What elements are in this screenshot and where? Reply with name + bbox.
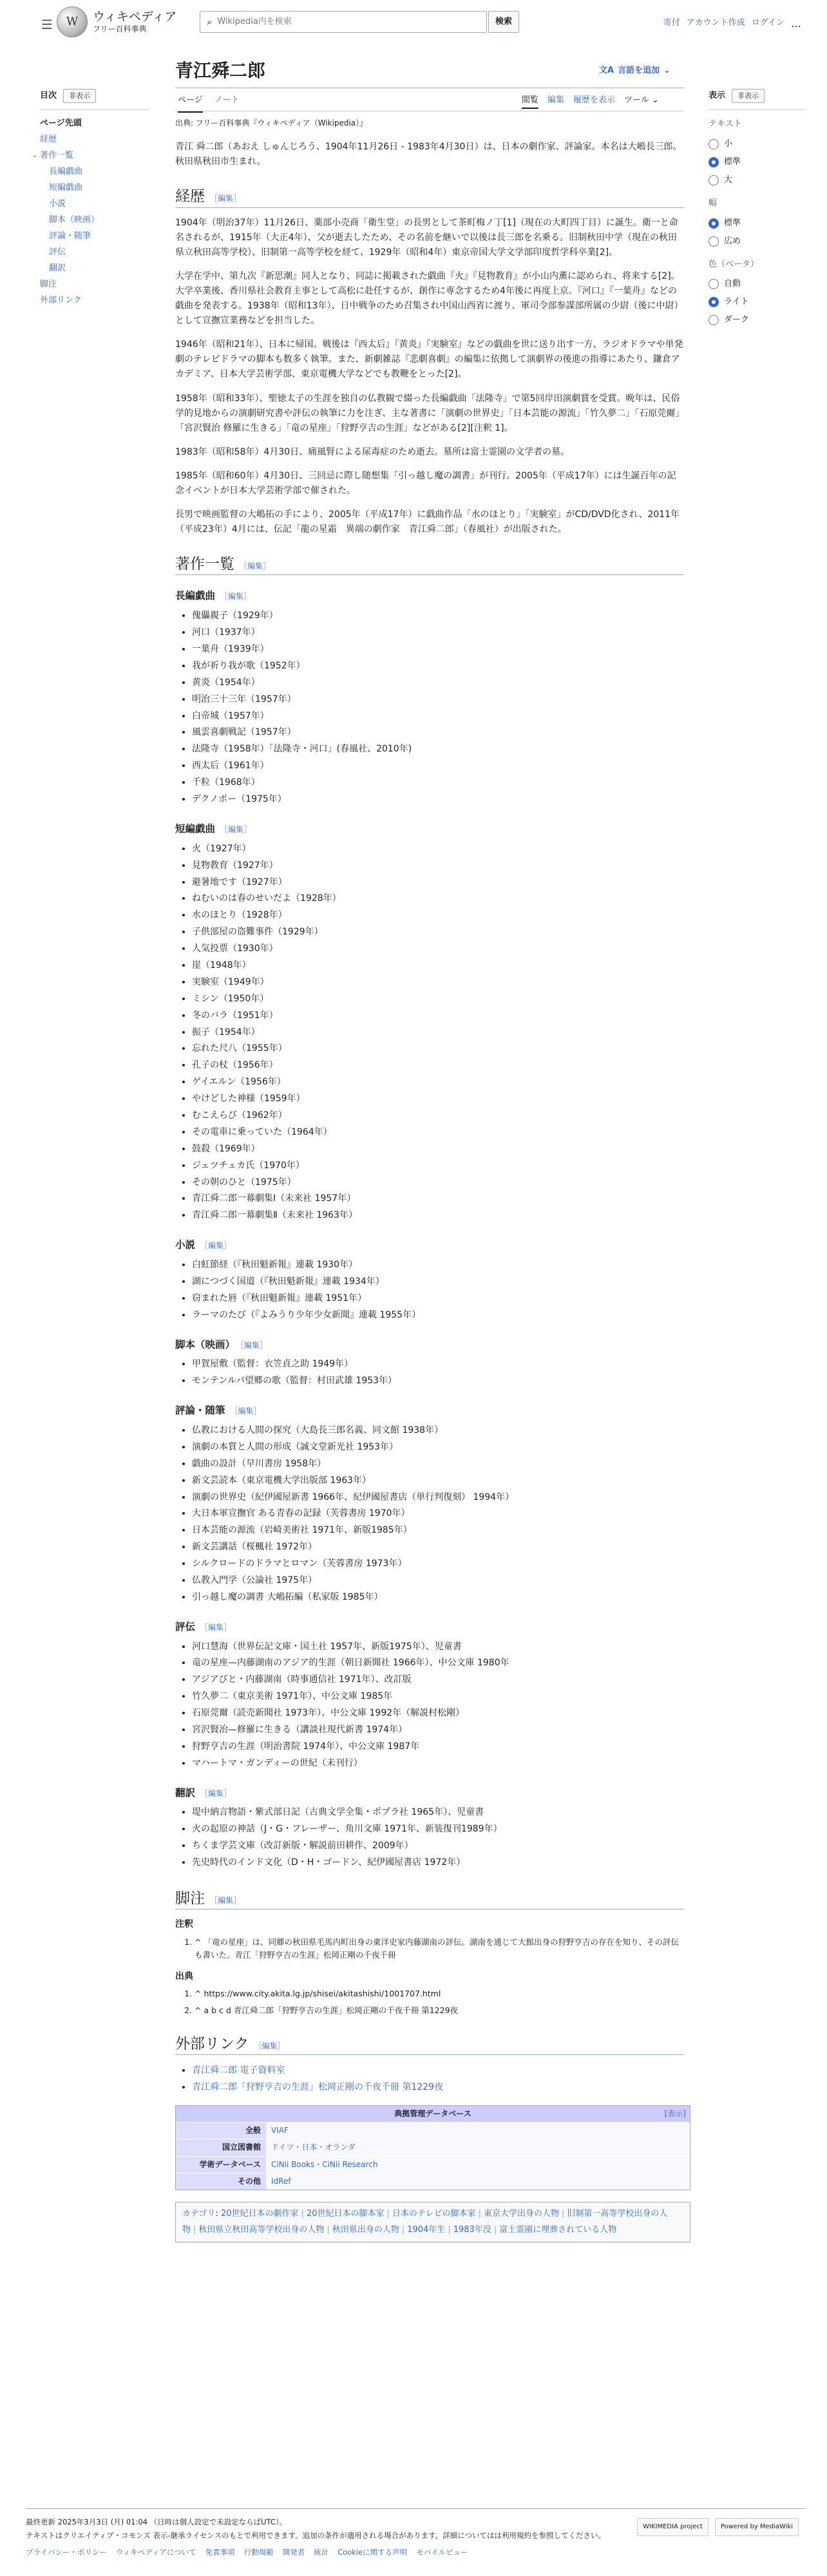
namespace-tabs — [178, 94, 239, 113]
authority-value — [266, 2174, 690, 2190]
logo-title: ウィキペディア — [93, 9, 177, 24]
list-item: • 振子（1954年） — [192, 1025, 684, 1041]
radio-option[interactable] — [708, 214, 805, 232]
category-link[interactable]: 秋田県立秋田高等学校出身の人物 — [198, 2224, 325, 2235]
edit-section-link[interactable]: 編集 — [261, 2041, 278, 2050]
external-link[interactable]: 青江舜二郎「狩野亨吉の生涯」松岡正剛の千夜千冊 第1229夜 — [192, 2082, 444, 2093]
toc-item-label[interactable]: 外部リンク — [40, 296, 82, 305]
citation-item: 1. ^ https://www.city.akita.lg.jp/shisei/akitashishi/1001707.html — [195, 1987, 684, 2000]
list-item: • マハートマ・ガンディーの世紀（未刊行） — [192, 1756, 684, 1772]
list-item: • 水のほとり（1928年） — [192, 907, 684, 924]
toc-item[interactable] — [40, 164, 149, 180]
toc-item[interactable] — [40, 244, 149, 260]
toc-item-label[interactable]: 翻訳 — [49, 263, 66, 273]
list-item: • 大日本軍宣撫官 ある青春の記録（芙蓉書房 1970年） — [192, 1506, 684, 1522]
authority-control-box: 典拠管理データベース [表示] 全般 VIAF 国立図書館 ドイツ・日本・オランダ 学術データベース CiNii Books・CiNii Research その他 IdRef — [175, 2105, 690, 2190]
authority-row — [176, 2173, 690, 2190]
authority-key: 学術データベース — [176, 2157, 266, 2173]
authority-link[interactable]: IdRef — [271, 2176, 291, 2186]
radio-button[interactable] — [708, 315, 719, 325]
list-item: • デクノボー（1975年） — [192, 791, 684, 808]
list-item: • 石原莞爾（読売新聞社 1973年）、中公文庫 1992年（解説村松剛） — [192, 1705, 684, 1722]
user-links — [663, 15, 801, 32]
list-item: • モンテンルパ望郷の歌（監督：村田武雄 1953年） — [192, 1373, 684, 1390]
list-item: • 竹久夢二（東京美術 1971年）、中公文庫 1985年 — [192, 1689, 684, 1705]
category-link[interactable]: 20世紀日本の劇作家 — [221, 2208, 299, 2219]
list-item: • 避暑地です（1927年） — [192, 875, 684, 891]
section-heading-career: 経歴 ［編集］ — [175, 186, 684, 207]
subsection-heading: 脚本（映画） ［編集］ — [175, 1338, 268, 1350]
footer-link[interactable]: ウィキペディアについて — [115, 2548, 196, 2557]
radio-option[interactable] — [708, 153, 805, 171]
list-item: • 黄炎（1954年） — [192, 675, 684, 692]
category-link[interactable]: 1904年生 — [407, 2224, 446, 2235]
appearance-hide-button[interactable]: 非表示 — [732, 89, 765, 103]
logo-subtitle: フリー百科事典 — [93, 24, 147, 34]
radio-button[interactable] — [708, 175, 719, 185]
edit-section-link[interactable]: 編集 — [208, 1788, 224, 1798]
authority-row — [176, 2139, 690, 2155]
footer-link[interactable]: Cookieに関する声明 — [337, 2548, 408, 2557]
lead-paragraph: 青江 舜二郎（あおえ しゅんじろう、1904年11月26日 - 1983年4月30日）は、日本の劇作家、評論家。本名は大嶋長三郎。秋田県秋田市生まれ。 — [175, 142, 682, 167]
citation-item: 2. ^ a b c d 青江舜二郎「狩野亨吉の生涯」松岡正剛の千夜千冊 第1229夜 — [195, 2004, 684, 2017]
tab-page[interactable]: ページ — [178, 94, 203, 113]
list-item: • ちくま学芸文庫（改訂新版・解説前田耕作、2009年） — [192, 1838, 684, 1855]
tab-talk[interactable]: ノート — [214, 95, 240, 105]
list-item: • ねむいのは春のせいだよ（1928年） — [192, 891, 684, 907]
category-box: カテゴリ: 20世紀日本の劇作家 | 20世紀日本の脚本家 | 日本のテレビの脚本家 | 東京大学出身の人物 | 旧制第一高等学校出身の人物 | 秋田県立秋田高等学校出身の人物 | 秋田県出身の人物 | 1904年生 | 1983年没 | 富士霊園に埋葬されている人物 — [175, 2202, 690, 2242]
list-item: • 河口慧海（世界伝記文庫・国土社 1957年、新版1975年）、児童書 — [192, 1639, 684, 1656]
authority-key: 国立図書館 — [176, 2139, 266, 2155]
category-link[interactable]: 秋田県出身の人物 — [332, 2224, 399, 2235]
appearance-title: 表示 — [708, 90, 726, 100]
category-link[interactable]: 1983年没 — [453, 2224, 491, 2235]
footer-link[interactable]: 開発者 — [282, 2548, 305, 2557]
mediawiki-badge[interactable]: Powered by MediaWiki — [715, 2518, 799, 2536]
table-of-contents — [32, 89, 149, 308]
subsection-heading: 長編戯曲 ［編集］ — [175, 590, 252, 602]
list-item: • 仏教における人間の探究（大島長三郎名義、同文館 1938年） — [192, 1423, 684, 1439]
site-logo[interactable] — [57, 6, 176, 37]
list-item: • 千粒（1968年） — [192, 775, 684, 791]
radio-label: 広め — [724, 236, 741, 246]
list-item: • 風雲喜劇戦記（1957年） — [192, 724, 684, 741]
notes-subheading: 注釈 — [175, 1919, 193, 1930]
list-item: • 演劇の本質と人間の形成（誠文堂新光社 1953年） — [192, 1439, 684, 1456]
radio-option[interactable] — [708, 275, 805, 293]
list-item: • 崖（1948年） — [192, 958, 684, 974]
from-line: 出典: フリー百科事典『ウィキペディア（Wikipedia）』 — [175, 118, 368, 128]
subsection-heading: 短編戯曲 ［編集］ — [175, 822, 252, 835]
list-item: • 西太后（1961年） — [192, 758, 684, 775]
authority-key: その他 — [176, 2174, 266, 2190]
user-menu-icon[interactable]: … — [791, 17, 801, 30]
page-title: 青江舜二郎 — [175, 60, 266, 81]
chevron-down-icon: ⌄ — [663, 66, 670, 75]
edit-section-link[interactable]: 編集 — [247, 562, 263, 571]
footer-link[interactable]: 行動規範 — [243, 2548, 274, 2557]
career-paragraph: 1958年（昭和33年）、聖徳太子の生涯を独自の仏教観で綴った長編戯曲「法隆寺」で第5回岸田演劇賞を受賞。晩年は、民俗学的見地からの演劇研究書や評伝の執筆に力を注ぎ、主な著書に「演劇の世界史」「日本芸能の源流」「竹久夢二」「石原莞爾」「宮沢賢治 修羅に生きる」「竜の星座」「狩野亨吉の生涯」などがある[2][注釈 1]。 — [175, 393, 680, 433]
tab-edit[interactable]: 編集 — [547, 95, 565, 105]
subsection-heading: 評伝 ［編集］ — [175, 1620, 232, 1633]
toc-item[interactable] — [40, 228, 149, 244]
category-link[interactable]: 旧制第一高等学校出身の人物 — [182, 2208, 668, 2235]
radio-label: 小 — [724, 138, 733, 149]
footer-link[interactable]: モバイルビュー — [416, 2548, 468, 2557]
toc-item-label[interactable]: ページ先頭 — [40, 118, 82, 128]
toc-item-label[interactable]: 脚注 — [40, 279, 57, 289]
list-item: • 孔子の杖（1956年） — [192, 1057, 684, 1074]
authority-row — [176, 2122, 690, 2139]
radio-option[interactable] — [708, 135, 805, 153]
radio-option[interactable] — [708, 293, 805, 311]
category-link[interactable]: 20世紀日本の脚本家 — [306, 2208, 385, 2219]
toc-item[interactable] — [40, 260, 149, 276]
authority-key: 全般 — [176, 2123, 266, 2139]
list-item: • ラーマのたび（『よみうり少年少女新聞』連載 1955年） — [192, 1307, 684, 1324]
list-item: • 新文芸講話（桜楓社 1972年） — [192, 1539, 684, 1556]
authority-link[interactable]: ドイツ・日本・オランダ — [271, 2143, 356, 2152]
login-link[interactable]: ログイン — [751, 18, 784, 28]
toc-item[interactable] — [40, 131, 149, 147]
wikimedia-badge[interactable]: WIKIMEDIA project — [637, 2518, 708, 2536]
works-list — [192, 1423, 684, 1606]
radio-label: 標準 — [724, 218, 741, 228]
list-item: • 火の起原の神話（J・G・フレーザー、角川文庫 1971年、新装復刊1989年） — [192, 1821, 684, 1838]
list-item: • 新文芸読本（東京電機大学出版部 1963年） — [192, 1473, 684, 1490]
category-link[interactable]: 日本のテレビの脚本家 — [392, 2208, 476, 2219]
list-item — [192, 2063, 684, 2079]
radio-option[interactable] — [708, 311, 805, 329]
list-item: • アジアびと・内藤湖南（時事通信社 1971年）、改訂版 — [192, 1672, 684, 1689]
list-item: • 河口（1937年） — [192, 625, 684, 641]
radio-option[interactable] — [708, 171, 805, 189]
list-item: • 傀儡親子（1929年） — [192, 608, 684, 625]
list-item: • むこえらび（1962年） — [192, 1108, 684, 1124]
toc-item-label[interactable]: 経歴 — [40, 135, 57, 144]
toc-item-label[interactable]: 短編戯曲 — [49, 183, 83, 193]
list-item: • その電車に乗っていた（1964年） — [192, 1124, 684, 1141]
toc-item[interactable] — [40, 180, 149, 196]
radio-option[interactable] — [708, 232, 805, 251]
footer-link[interactable]: 免責事項 — [205, 2548, 235, 2557]
radio-button[interactable] — [708, 139, 719, 149]
toc-item[interactable] — [40, 115, 149, 131]
radio-label: 自動 — [724, 279, 741, 289]
external-link[interactable]: 青江舜二郎 電子資料室 — [192, 2065, 285, 2076]
works-list — [192, 1639, 684, 1772]
authority-toggle[interactable]: [表示] — [664, 2108, 686, 2118]
toc-item[interactable] — [32, 147, 149, 164]
works-list — [192, 1804, 684, 1871]
toc-title: 目次 — [40, 90, 57, 100]
toc-item-label[interactable]: 脚本（映画） — [49, 215, 100, 225]
list-item: • 日本芸能の源流（岩崎美術社 1971年、新版1985年） — [192, 1522, 684, 1539]
footer-link[interactable]: プライバシー・ポリシー — [26, 2548, 107, 2557]
authority-row — [176, 2156, 690, 2173]
radio-button[interactable] — [708, 236, 719, 247]
footer-link[interactable]: 統計 — [314, 2548, 329, 2557]
radio-button[interactable] — [708, 157, 719, 167]
list-item: • 火（1927年） — [192, 841, 684, 858]
radio-button[interactable] — [708, 218, 719, 229]
list-item: • 先史時代のインド文化（D・H・ゴードン、紀伊國屋書店 1972年） — [192, 1855, 684, 1871]
site-header — [0, 0, 827, 45]
license-text: テキストはクリエイティブ・コモンズ 表示-継承ライセンスのもとで利用できます。追加の条件が適用される場合があります。詳細についてはは利用規約を参照してください。 — [26, 2530, 605, 2540]
edit-section-link[interactable]: 編集 — [228, 592, 244, 601]
subsection-heading: 翻訳 ［編集］ — [175, 1786, 232, 1799]
category-link[interactable]: 富士霊園に埋葬されている人物 — [499, 2224, 617, 2235]
color-label: 色（ベータ） — [708, 259, 759, 269]
list-item: • 鼓殺（1969年） — [192, 1141, 684, 1158]
list-item: • その朝のひと（1975年） — [192, 1175, 684, 1191]
list-item: • 湖につづく国道（『秋田魁新報』連載 1934年） — [192, 1274, 684, 1291]
list-item: • 甲賀屋敷（監督：衣笠貞之助 1949年） — [192, 1356, 684, 1373]
list-item: • 人気投票（1930年） — [192, 941, 684, 958]
list-item: • 我が祈り我が歌（1952年） — [192, 658, 684, 675]
toc-item[interactable] — [40, 212, 149, 228]
add-language-button[interactable]: 文A 言語を追加 ⌄ — [599, 64, 670, 78]
authority-value — [266, 2139, 690, 2155]
wikipedia-globe-icon: W — [57, 6, 88, 37]
list-item: • 戯曲の設計（早川書房 1958年） — [192, 1456, 684, 1473]
authority-link[interactable]: VIAF — [271, 2126, 289, 2136]
notes-list — [195, 1936, 684, 1962]
radio-label: ダーク — [724, 315, 750, 325]
main-menu-icon[interactable]: ☰ — [41, 17, 53, 32]
edit-section-link[interactable]: 編集 — [218, 1896, 234, 1906]
view-tabs — [522, 94, 659, 109]
donate-link[interactable]: 寄付 — [663, 18, 680, 28]
career-paragraph: 1904年（明治37年）11月26日、薬部小売商「衛生堂」の長男として茶町梅ノ丁[1]（現在の大町四丁目）に誕生。衛一と命名されるが、1915年（大正4年）、父が逝去したため、その名前を継いで以後は長三郎を名乗る。旧制秋田中学（現在の秋田県立秋田高等学校）、旧制第一高等学校を経て、1929年（昭和4年）東京帝国大学文学部印度哲学科卒業[2]。 — [175, 217, 678, 258]
translate-icon: 文A — [599, 66, 614, 75]
works-list — [192, 841, 684, 1224]
section-heading-works: 著作一覧 ［編集］ — [175, 554, 684, 575]
list-item: • 引っ越し魔の調書 大嶋拓編（私家版 1985年） — [192, 1589, 684, 1606]
list-item: • ミシン（1950年） — [192, 991, 684, 1008]
search-icon: ⌕ — [207, 16, 213, 28]
category-link[interactable]: 東京大学出身の人物 — [484, 2208, 560, 2219]
list-item: • 明治三十三年（1957年） — [192, 692, 684, 708]
tab-history[interactable]: 履歴を表示 — [573, 95, 616, 105]
toc-item-label[interactable]: 小説 — [49, 199, 66, 209]
edit-section-link[interactable]: 編集 — [208, 1241, 224, 1251]
toc-item-label[interactable]: 評論・随筆 — [49, 231, 91, 241]
works-list — [192, 1356, 684, 1390]
toc-item-label[interactable]: 長編戯曲 — [49, 167, 83, 176]
list-item: • 狩野亨吉の生涯（明治書院 1974年）、中公文庫 1987年 — [192, 1739, 684, 1756]
authority-value — [266, 2123, 690, 2139]
list-item — [192, 2079, 684, 2096]
list-item: • 仏教入門学（公論社 1975年） — [192, 1573, 684, 1589]
width-label: 幅 — [708, 198, 718, 208]
authority-value — [266, 2157, 690, 2173]
list-item: • 演劇の世界史（紀伊國屋新書 1966年、紀伊國屋書店（単行判復刻） 1994年） — [192, 1490, 684, 1506]
list-item: • 子供部屋の盗難事件（1929年） — [192, 924, 684, 941]
list-item: • 宮沢賢治—修羅に生きる（講談社現代新書 1974年） — [192, 1722, 684, 1739]
edit-section-link[interactable]: 編集 — [228, 824, 244, 834]
categories-label[interactable]: カテゴリ — [182, 2208, 216, 2219]
list-item: • 白虹節経（『秋田魁新報』連載 1930年） — [192, 1257, 684, 1274]
list-item: • 堤中納言物語・紫式部日記（古典文学全集・ポプラ社 1965年）、児童書 — [192, 1804, 684, 1821]
subsection-heading: 評論・随筆 ［編集］ — [175, 1405, 261, 1417]
toc-item[interactable] — [40, 276, 149, 292]
list-item: • 竜の星座—内藤湖南のアジア的生涯（朝日新聞社 1966年）、中公文庫 1980年 — [192, 1655, 684, 1672]
radio-button[interactable] — [708, 279, 719, 289]
list-item: • 白帝城（1957年） — [192, 708, 684, 725]
radio-label: 大 — [724, 175, 733, 185]
section-heading-notes: 脚注 ［編集］ — [175, 1888, 684, 1909]
edit-section-link[interactable]: 編集 — [218, 194, 234, 204]
radio-label: ライト — [724, 297, 749, 307]
list-item: • 青江舜二郎一幕劇集Ⅱ（未来社 1963年） — [192, 1208, 684, 1224]
appearance-panel — [708, 89, 805, 329]
career-paragraph: 1946年（昭和21年）、日本に帰国。戦後は『西太后』『黄炎』『実験室』などの戯曲を世に送り出す一方、ラジオドラマや単発劇のテレビドラマの脚本も数多く執筆。また、新劇雑誌『悲劇喜劇』の編集に依拠して演劇界の後進の指導にあたり、鎌倉アカデミア、日本大学芸術学部、東京電機大学などでも教鞭をとった[2]。 — [175, 339, 683, 380]
list-item: • シルクロードのドラマとロマン（芙蓉書房 1973年） — [192, 1556, 684, 1573]
career-paragraph: 長男で映画監督の大嶋拓の手により、2005年（平成17年）に戯曲作品「水のほとり」「実験室」がCD/DVD化され、2011年（平成23年）4月には、伝記「龍の星霜 異端の劇作家 青江舜二郎」（春風社）が出版された。 — [175, 509, 680, 535]
radio-button[interactable] — [708, 297, 719, 307]
toc-item-label[interactable]: 著作一覧 — [40, 151, 74, 160]
edit-section-link[interactable]: 編集 — [238, 1406, 254, 1416]
page-footer — [26, 2508, 805, 2559]
list-item: • 一葉舟（1939年） — [192, 641, 684, 658]
career-paragraph: 1985年（昭和60年）4月30日、三回忌に際し随想集「引っ越し魔の調書」が刊行。2005年（平成17年）には生誕百年の記念イベントが日本大学芸術学部で催された。 — [175, 470, 676, 496]
tab-read[interactable]: 閲覧 — [522, 94, 538, 109]
list-item: • やけどした神様（1959年） — [192, 1091, 684, 1108]
authority-link[interactable]: CiNii Books・CiNii Research — [271, 2159, 378, 2169]
edit-section-link[interactable]: 編集 — [208, 1622, 224, 1632]
list-item: • ゲイエルン（1956年） — [192, 1074, 684, 1091]
text-size-label: テキスト — [708, 119, 742, 129]
search-input[interactable] — [200, 11, 487, 33]
list-item: • 冬のバラ（1951年） — [192, 1008, 684, 1025]
search-button[interactable]: 検索 — [488, 11, 519, 33]
last-modified: 最終更新 2025年3月3日 (月) 01:04 （日時は個人設定で未設定ならばUTC）。 — [26, 2517, 287, 2526]
works-list — [192, 1257, 684, 1324]
list-item: • 実験室（1949年） — [192, 974, 684, 991]
toc-item[interactable] — [40, 292, 149, 308]
radio-label: 標準 — [724, 156, 741, 167]
chevron-down-icon[interactable]: ⌄ — [32, 152, 38, 159]
subsection-heading: 小説 ［編集］ — [175, 1239, 232, 1251]
article-content — [175, 117, 684, 2242]
list-item: • 見物教育（1927年） — [192, 858, 684, 875]
search-placeholder: Wikipedia内を検索 — [217, 16, 292, 26]
note-item: 1. ^ 「竜の星座」は、同郷の秋田県毛馬内町出身の東洋史家内藤湖南の評伝。湖南を通じて大館出身の狩野亨吉の存在を知り、その評伝も書いた。青江「狩野亨吉の生涯」松岡正剛の千夜千冊 — [195, 1936, 684, 1962]
toc-hide-button[interactable]: 非表示 — [63, 89, 96, 103]
toc-item-label[interactable]: 評伝 — [49, 247, 66, 257]
list-item: • 窃まれた唇（『秋田魁新報』連載 1951年） — [192, 1291, 684, 1307]
list-item: • ジェツチェカ氏（1970年） — [192, 1158, 684, 1175]
edit-section-link[interactable]: 編集 — [244, 1340, 260, 1350]
citations-list — [195, 1987, 684, 2017]
create-account-link[interactable]: アカウント作成 — [686, 18, 745, 28]
works-list — [192, 608, 684, 808]
list-item: • 法隆寺（1958年）「法隆寺・河口」(春風社、2010年) — [192, 741, 684, 758]
career-paragraph: 大学在学中、第九次『新思潮』同人となり、同誌に掲載された戯曲『火』『見物教育』が小山内薫に認められ、将来する[2]。大学卒業後、香川県社会教育主事として高松に赴任するが、創作に専念するため4年後に再度上京。『河口』『一葉舟』などの戯曲を発表する。1938年（昭和13年）、日中戦争のため召集され中国山西省に渡り、軍司令部参謀部所属の少尉（後に中尉）として宣撫宣業務などを担当した。 — [175, 270, 683, 327]
list-item: • 忘れた尺八（1955年） — [192, 1041, 684, 1057]
list-item: • 青江舜二郎一幕劇集Ⅰ（未来社 1957年） — [192, 1191, 684, 1208]
section-heading-external: 外部リンク ［編集］ — [175, 2034, 684, 2055]
external-links-list — [192, 2063, 684, 2096]
career-paragraph: 1983年（昭和58年）4月30日、痛風腎による尿毒症のため逝去。墓所は富士霊園の文学者の墓。 — [175, 446, 570, 457]
toc-item[interactable] — [40, 196, 149, 212]
tab-tools[interactable]: ツール ⌄ — [624, 95, 659, 105]
citations-subheading: 出典 — [175, 1971, 193, 1982]
